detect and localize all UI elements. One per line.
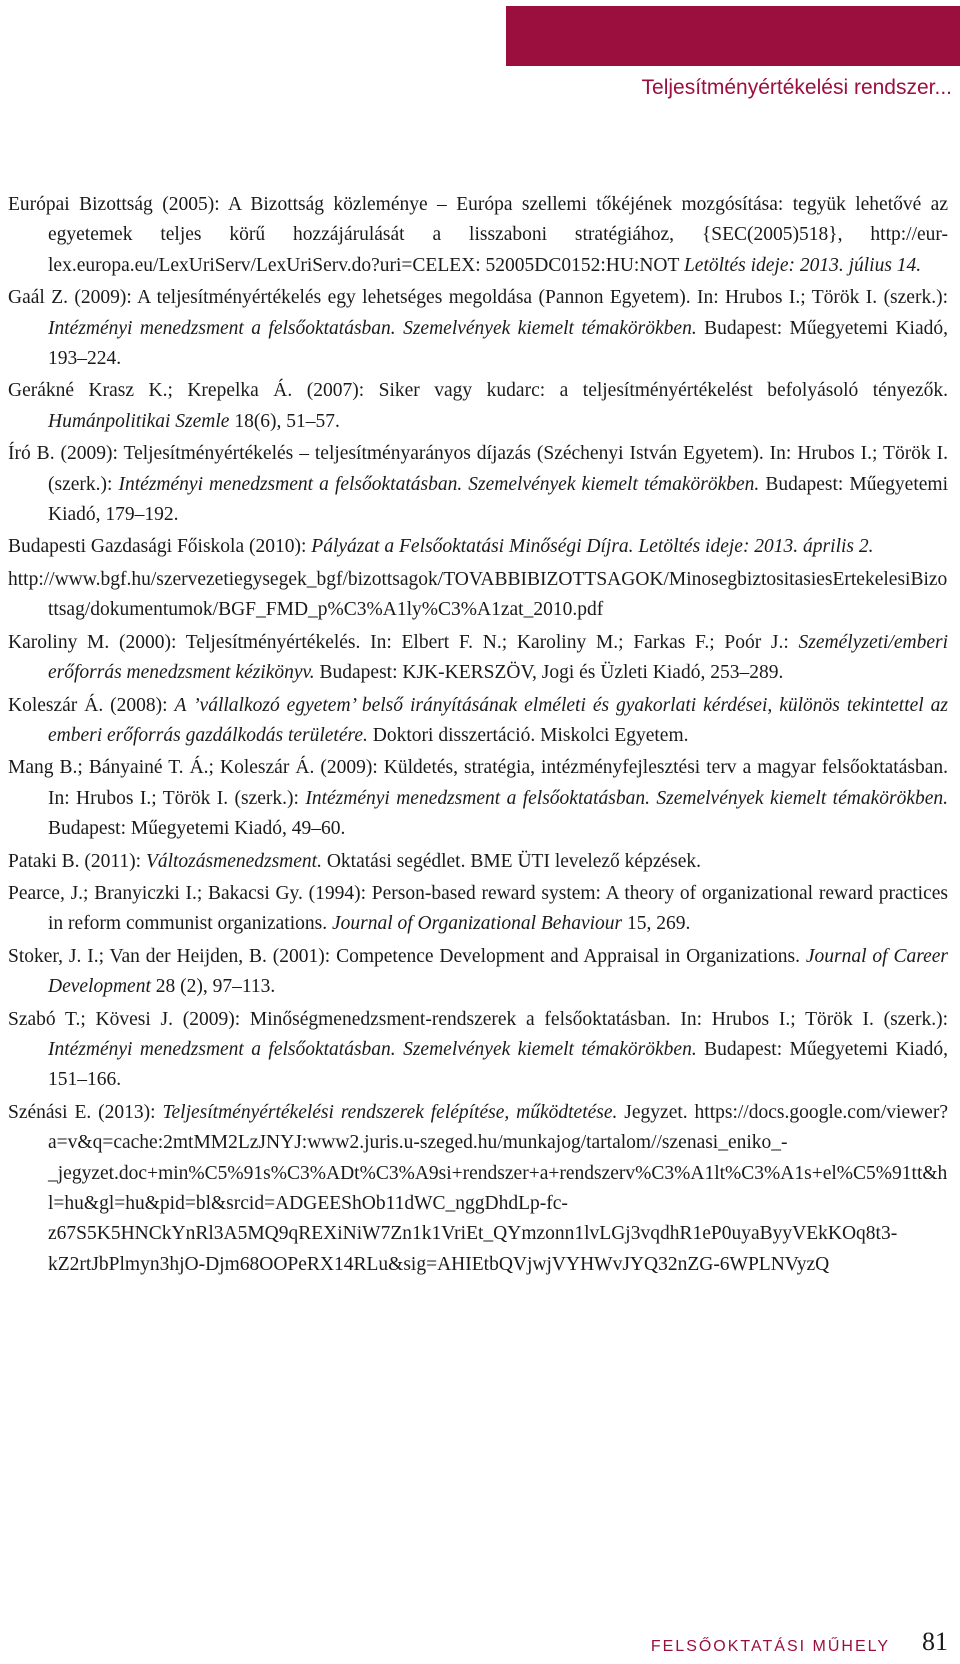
reference-item: Gaál Z. (2009): A teljesítményértékelés egy lehetséges megoldása (Pannon Egyetem). In: Hrubos I.; Török I. (szerk.): Intézményi menedzsment a felsőoktatásban. Szemelvények kiemelt témakörökben. Budapest: Műegyetemi Kiadó, 193–224. [8,287,949,370]
reference-item: Koleszár Á. (2008): A ’vállalkozó egyetem’ belső irányításának elméleti és gyakorlati kérdései, különös tekintettel az emberi erőforrás gazdálkodás területére. Doktori disszertáció. Miskolci Egyetem. [8,694,948,746]
reference-item: Stoker, J. I.; Van der Heijden, B. (2001): Competence Development and Appraisal in Organizations. Journal of Career Development 28 (2), 97–113. [8,945,948,998]
reference-item: Karoliny M. (2000): Teljesítményértékelés. In: Elbert F. N.; Karoliny M.; Farkas F.; Poór J.: Személyzeti/emberi erőforrás menedzsment kézikönyv. Budapest: KJK-KERSZÖV, Jogi és Üzleti Kiadó, 253–289. [8,631,948,684]
footer-journal-name: FELSŐOKTATÁSI MŰHELY [650,1638,890,1655]
reference-item: Gerákné Krasz K.; Krepelka Á. (2007): Siker vagy kudarc: a teljesítményértékelést befolyásoló tényezők. Humánpolitikai Szemle 18(6), 51–57. [8,380,948,432]
running-title: Teljesítményértékelési rendszer... [641,76,952,99]
reference-url[interactable]: http://www.bgf.hu/szervezetiegysegek_bgf/bizottsagok/TOVABBIBIZOTTSAGOK/MinosegbiztositasiesErtekelesiBizottsag/dokumentumok/BGF_FMD_p%C3%A1ly%C3%A1zat_2010.pdf [8,568,948,621]
reference-item: Pataki B. (2011): Változásmenedzsment. Oktatási segédlet. BME ÜTI levelező képzések. [8,850,701,872]
reference-item: Szénási E. (2013): Teljesítményértékelési rendszerek felépítése, működtetése. Jegyzet. https://docs.google.com/viewer?a=v&q=cache:2mtMM2LzJNYJ:www2.juris.u-szeged.hu/munkajog/tartalom//szenasi_eniko_-_jegyzet.doc+min%C5%91s%C3%ADt%C3%A9si+rendszer+a+rendszerv%C3%A1lt%C3%A1s+el%C5%91tt&hl=hu&gl=hu&pid=bl&srcid=ADGEEShOb11dWC_nggDhdLp-fc-z67S5K5HNCkYnRl3A5MQ9qREXiNiW7Zn1k1VriEt_QYmzonn1lvLGj3vqdhR1eP0uyaByyVEkKOq8t3-kZ2rtJbPlmyn3hjO-Djm68OOPeRX14RLu&sig=AHIEtbQVjwjVYHWvJYQ32nZG-6WPLNVyzQ [8,1101,948,1275]
header-color-bar [506,6,960,66]
reference-item: Pearce, J.; Branyiczki I.; Bakacsi Gy. (1994): Person-based reward system: A theory of organizational reward practices in reform communist organizations. Journal of Organizational Behaviour 15, 269. [8,882,948,935]
reference-item: Budapesti Gazdasági Főiskola (2010): Pályázat a Felsőoktatási Minőségi Díjra. Letöltés ideje: 2013. április 2. [8,536,874,558]
reference-item: Mang B.; Bányainé T. Á.; Koleszár Á. (2009): Küldetés, stratégia, intézményfejlesztési terv a magyar felsőoktatásban. In: Hrubos I.; Török I. (szerk.): Intézményi menedzsment a felsőoktatásban. Szemelvények kiemelt témakörökben. Budapest: Műegyetemi Kiadó, 49–60. [8,757,948,840]
reference-item: Európai Bizottság (2005): A Bizottság közleménye – Európa szellemi tőkéjének mozgósítása: tegyük lehetővé az egyetemek teljes körű hozzájárulását a lisszaboni stratégiához, {SEC(2005)518}, http://eur-lex.europa.eu/LexUriServ/LexUriServ.do?uri=CELEX: 52005DC0152:HU:NOT Letöltés ideje: 2013. július 14. [8,194,948,276]
reference-item: Író B. (2009): Teljesítményértékelés – teljesítményarányos díjazás (Széchenyi István Egyetem). In: Hrubos I.; Török I. (szerk.): Intézményi menedzsment a felsőoktatásban. Szemelvények kiemelt témakörökben. Budapest: Műegyetemi Kiadó, 179–192. [8,443,948,526]
page-number: 81 [922,1627,948,1656]
reference-list [8,190,948,1282]
reference-item: Szabó T.; Kövesi J. (2009): Minőségmenedzsment-rendszerek a felsőoktatásban. In: Hrubos I.; Török I. (szerk.): Intézményi menedzsment a felsőoktatásban. Szemelvények kiemelt témakörökben. Budapest: Műegyetemi Kiadó, 151–166. [8,1008,949,1091]
